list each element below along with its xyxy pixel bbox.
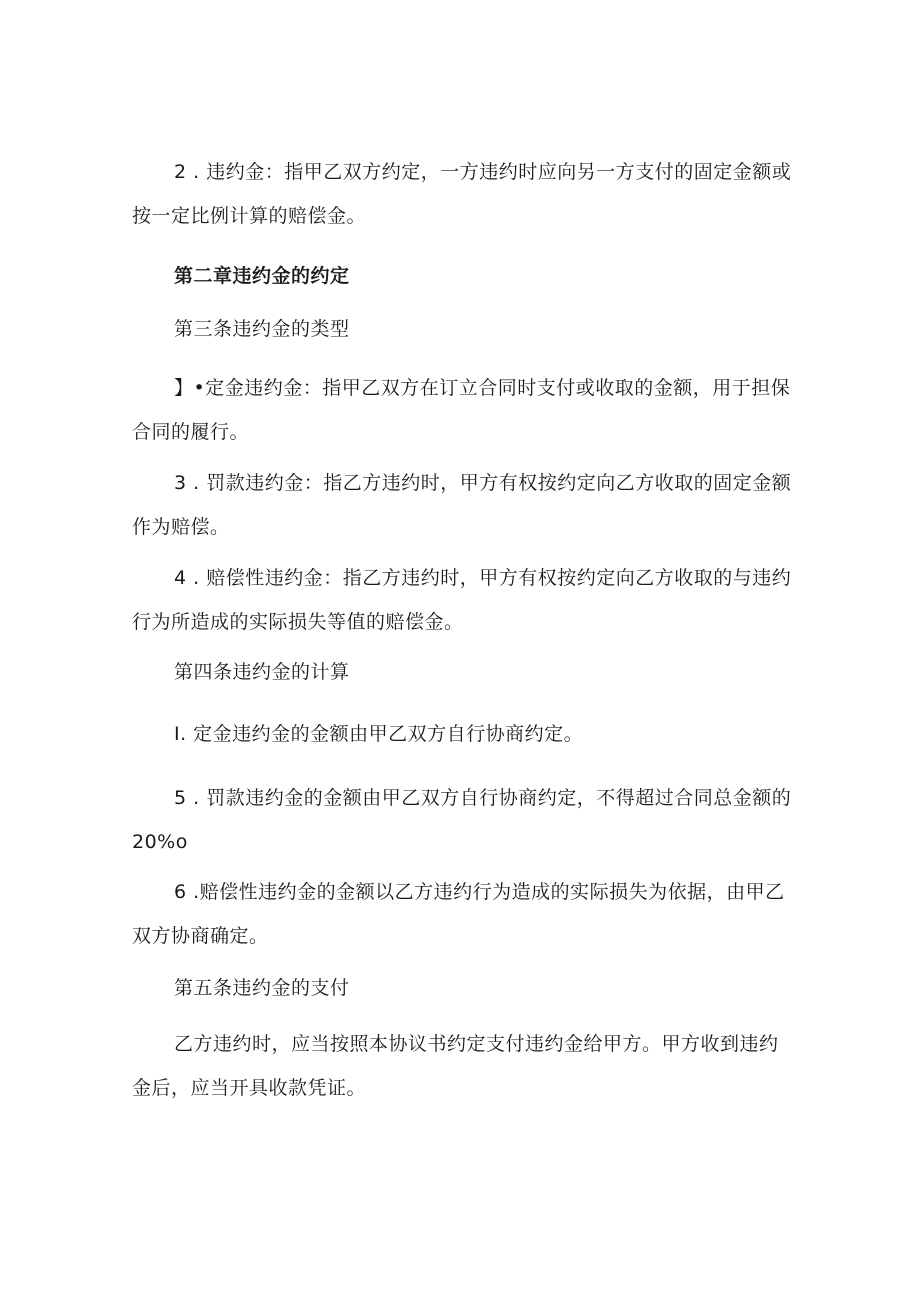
paragraph-compensatory-penalty: 4 . 赔偿性违约金：指乙方违约时，甲方有权按约定向乙方收取的与违约行为所造成的实际损失等值的赔偿金。 (132, 567, 792, 633)
paragraph-penalty-definition: 2 . 违约金：指甲乙双方约定，一方违约时应向另一方支付的固定金额或按一定比例计算的赔偿金。 (132, 161, 792, 227)
article-heading-types: 第三条违约金的类型 (174, 318, 350, 340)
chapter-heading: 第二章违约金的约定 (174, 265, 350, 287)
paragraph-payment: 乙方违约时，应当按照本协议书约定支付违约金给甲方。甲方收到违约金后，应当开具收款凭证。 (132, 1033, 779, 1099)
paragraph-fine-amount: 5 . 罚款违约金的金额由甲乙双方自行协商约定，不得超过合同总金额的20%o (132, 787, 792, 853)
paragraph-fine-penalty: 3 . 罚款违约金：指乙方违约时，甲方有权按约定向乙方收取的固定金额作为赔偿。 (132, 472, 792, 538)
article-heading-payment: 第五条违约金的支付 (174, 977, 350, 999)
paragraph-deposit-penalty: 】•定金违约金：指甲乙双方在订立合同时支付或收取的金额，用于担保合同的履行。 (132, 377, 791, 443)
paragraph-deposit-amount: I. 定金违约金的金额由甲乙双方自行协商约定。 (174, 723, 584, 745)
article-heading-calculation: 第四条违约金的计算 (174, 661, 350, 683)
paragraph-compensatory-amount: 6 .赔偿性违约金的金额以乙方违约行为造成的实际损失为依据，由甲乙双方协商确定。 (132, 881, 785, 947)
